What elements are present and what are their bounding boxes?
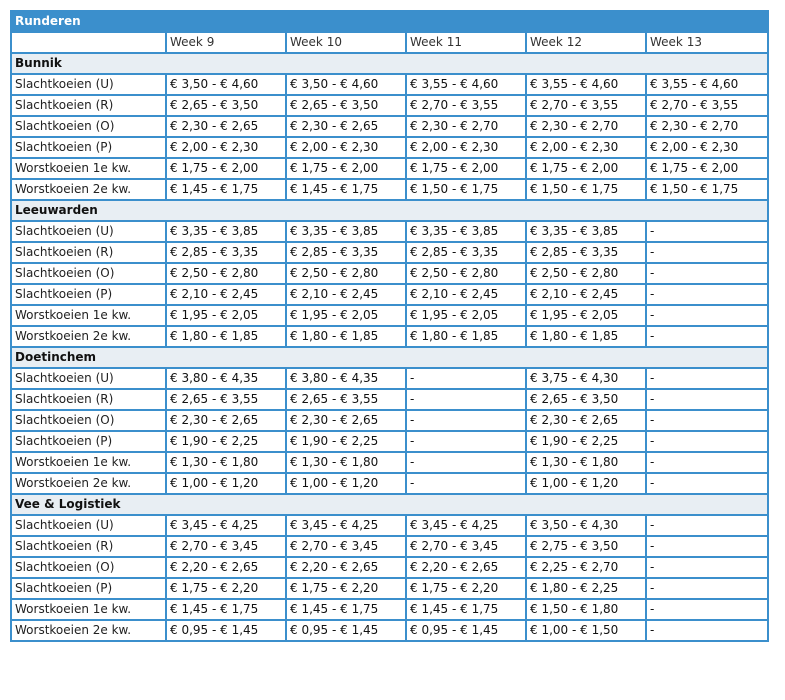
price-cell: € 1,30 - € 1,80 <box>166 452 286 473</box>
price-cell: € 2,70 - € 3,45 <box>166 536 286 557</box>
price-cell: € 2,50 - € 2,80 <box>166 263 286 284</box>
table-row <box>11 242 768 263</box>
price-cell: € 3,50 - € 4,60 <box>166 74 286 95</box>
price-cell: - <box>646 410 768 431</box>
price-cell: - <box>406 368 526 389</box>
price-cell: € 1,90 - € 2,25 <box>526 431 646 452</box>
price-cell: - <box>406 431 526 452</box>
row-label: Slachtkoeien (R) <box>11 242 166 263</box>
price-cell: € 3,75 - € 4,30 <box>526 368 646 389</box>
price-cell: € 2,30 - € 2,65 <box>166 410 286 431</box>
price-cell: - <box>646 452 768 473</box>
price-cell: € 3,35 - € 3,85 <box>166 221 286 242</box>
price-cell: € 1,75 - € 2,00 <box>646 158 768 179</box>
header-empty-cell <box>11 32 166 53</box>
row-label: Slachtkoeien (O) <box>11 116 166 137</box>
price-cell: € 2,65 - € 3,50 <box>166 95 286 116</box>
price-cell: - <box>646 326 768 347</box>
price-cell: € 1,00 - € 1,50 <box>526 620 646 641</box>
price-cell: € 2,70 - € 3,55 <box>406 95 526 116</box>
price-cell: € 3,80 - € 4,35 <box>286 368 406 389</box>
price-cell: € 3,55 - € 4,60 <box>406 74 526 95</box>
price-cell: - <box>646 242 768 263</box>
price-cell: € 1,80 - € 1,85 <box>166 326 286 347</box>
table-row <box>11 389 768 410</box>
price-cell: - <box>646 221 768 242</box>
price-cell: € 2,65 - € 3,55 <box>166 389 286 410</box>
group-heading: Leeuwarden <box>11 200 768 221</box>
price-cell: € 2,70 - € 3,55 <box>526 95 646 116</box>
row-label: Slachtkoeien (U) <box>11 221 166 242</box>
price-cell: € 2,75 - € 3,50 <box>526 536 646 557</box>
header-week-11: Week 11 <box>406 32 526 53</box>
price-cell: - <box>406 452 526 473</box>
price-cell: - <box>646 515 768 536</box>
price-cell: € 1,75 - € 2,20 <box>286 578 406 599</box>
row-label: Slachtkoeien (P) <box>11 284 166 305</box>
price-cell: € 2,00 - € 2,30 <box>406 137 526 158</box>
price-cell: € 1,95 - € 2,05 <box>166 305 286 326</box>
price-cell: € 2,20 - € 2,65 <box>406 557 526 578</box>
price-cell: - <box>646 284 768 305</box>
price-cell: - <box>646 599 768 620</box>
row-label: Worstkoeien 1e kw. <box>11 599 166 620</box>
price-cell: € 2,30 - € 2,65 <box>526 410 646 431</box>
price-cell: € 3,80 - € 4,35 <box>166 368 286 389</box>
table-row <box>11 221 768 242</box>
table-row <box>11 368 768 389</box>
price-cell: € 2,85 - € 3,35 <box>406 242 526 263</box>
table-row <box>11 116 768 137</box>
price-cell: € 2,30 - € 2,65 <box>286 410 406 431</box>
price-cell: € 3,45 - € 4,25 <box>406 515 526 536</box>
price-cell: € 1,75 - € 2,00 <box>526 158 646 179</box>
table-row <box>11 263 768 284</box>
table-row <box>11 599 768 620</box>
price-cell: € 1,45 - € 1,75 <box>406 599 526 620</box>
price-cell: € 1,80 - € 1,85 <box>406 326 526 347</box>
price-cell: € 3,35 - € 3,85 <box>286 221 406 242</box>
table-row <box>11 620 768 641</box>
price-cell: € 2,65 - € 3,55 <box>286 389 406 410</box>
price-cell: € 2,50 - € 2,80 <box>406 263 526 284</box>
price-cell: € 2,25 - € 2,70 <box>526 557 646 578</box>
table-body <box>11 53 768 641</box>
price-cell: - <box>646 305 768 326</box>
price-cell: € 0,95 - € 1,45 <box>166 620 286 641</box>
header-week-9: Week 9 <box>166 32 286 53</box>
price-cell: € 2,30 - € 2,65 <box>166 116 286 137</box>
price-cell: € 1,95 - € 2,05 <box>406 305 526 326</box>
price-cell: € 3,45 - € 4,25 <box>166 515 286 536</box>
price-cell: € 1,80 - € 2,25 <box>526 578 646 599</box>
price-cell: € 3,50 - € 4,60 <box>286 74 406 95</box>
price-cell: € 3,55 - € 4,60 <box>526 74 646 95</box>
price-cell: € 1,75 - € 2,00 <box>166 158 286 179</box>
price-cell: € 2,30 - € 2,70 <box>646 116 768 137</box>
row-label: Slachtkoeien (R) <box>11 95 166 116</box>
table-row <box>11 473 768 494</box>
price-cell: € 3,50 - € 4,30 <box>526 515 646 536</box>
table-row <box>11 158 768 179</box>
group-row <box>11 347 768 368</box>
price-table-container <box>10 10 767 642</box>
row-label: Slachtkoeien (O) <box>11 410 166 431</box>
price-cell: € 2,85 - € 3,35 <box>166 242 286 263</box>
price-cell: € 2,20 - € 2,65 <box>166 557 286 578</box>
price-cell: € 2,70 - € 3,45 <box>406 536 526 557</box>
table-row <box>11 515 768 536</box>
table-row <box>11 137 768 158</box>
price-cell: € 2,50 - € 2,80 <box>526 263 646 284</box>
row-label: Worstkoeien 2e kw. <box>11 620 166 641</box>
title-row <box>11 11 768 32</box>
price-cell: - <box>406 389 526 410</box>
price-cell: € 2,00 - € 2,30 <box>526 137 646 158</box>
price-cell: € 1,45 - € 1,75 <box>286 599 406 620</box>
price-cell: € 0,95 - € 1,45 <box>286 620 406 641</box>
price-cell: - <box>646 473 768 494</box>
table-row <box>11 536 768 557</box>
row-label: Slachtkoeien (R) <box>11 536 166 557</box>
price-cell: € 2,30 - € 2,70 <box>406 116 526 137</box>
row-label: Worstkoeien 2e kw. <box>11 473 166 494</box>
header-week-12: Week 12 <box>526 32 646 53</box>
row-label: Slachtkoeien (O) <box>11 263 166 284</box>
price-cell: € 1,75 - € 2,00 <box>406 158 526 179</box>
header-week-10: Week 10 <box>286 32 406 53</box>
price-cell: € 1,95 - € 2,05 <box>286 305 406 326</box>
price-cell: € 1,50 - € 1,75 <box>406 179 526 200</box>
price-cell: € 1,75 - € 2,20 <box>406 578 526 599</box>
price-cell: € 2,50 - € 2,80 <box>286 263 406 284</box>
table-row <box>11 326 768 347</box>
row-label: Slachtkoeien (U) <box>11 74 166 95</box>
price-cell: € 1,95 - € 2,05 <box>526 305 646 326</box>
row-label: Slachtkoeien (O) <box>11 557 166 578</box>
table-row <box>11 95 768 116</box>
row-label: Slachtkoeien (P) <box>11 137 166 158</box>
price-cell: € 2,10 - € 2,45 <box>526 284 646 305</box>
price-cell: - <box>646 389 768 410</box>
price-cell: € 1,45 - € 1,75 <box>286 179 406 200</box>
price-cell: € 1,30 - € 1,80 <box>286 452 406 473</box>
price-cell: - <box>646 536 768 557</box>
price-cell: € 2,70 - € 3,55 <box>646 95 768 116</box>
price-cell: € 2,30 - € 2,70 <box>526 116 646 137</box>
price-cell: € 1,90 - € 2,25 <box>286 431 406 452</box>
header-week-13: Week 13 <box>646 32 768 53</box>
group-row <box>11 494 768 515</box>
price-cell: € 1,75 - € 2,20 <box>166 578 286 599</box>
price-cell: € 2,10 - € 2,45 <box>406 284 526 305</box>
price-cell: € 3,45 - € 4,25 <box>286 515 406 536</box>
row-label: Worstkoeien 2e kw. <box>11 179 166 200</box>
price-cell: € 1,50 - € 1,75 <box>646 179 768 200</box>
group-row <box>11 53 768 74</box>
price-cell: € 1,00 - € 1,20 <box>286 473 406 494</box>
price-cell: € 2,65 - € 3,50 <box>286 95 406 116</box>
price-table <box>10 10 769 642</box>
price-cell: - <box>646 368 768 389</box>
group-heading: Vee & Logistiek <box>11 494 768 515</box>
price-cell: € 2,00 - € 2,30 <box>286 137 406 158</box>
price-cell: € 2,30 - € 2,65 <box>286 116 406 137</box>
price-cell: - <box>646 263 768 284</box>
price-cell: € 2,10 - € 2,45 <box>166 284 286 305</box>
table-row <box>11 305 768 326</box>
price-cell: € 2,10 - € 2,45 <box>286 284 406 305</box>
price-cell: € 1,75 - € 2,00 <box>286 158 406 179</box>
price-cell: € 1,00 - € 1,20 <box>526 473 646 494</box>
table-row <box>11 431 768 452</box>
table-row <box>11 179 768 200</box>
price-cell: € 1,80 - € 1,85 <box>286 326 406 347</box>
price-cell: € 2,70 - € 3,45 <box>286 536 406 557</box>
price-cell: € 1,90 - € 2,25 <box>166 431 286 452</box>
row-label: Worstkoeien 1e kw. <box>11 452 166 473</box>
price-cell: € 1,50 - € 1,75 <box>526 179 646 200</box>
price-cell: € 1,45 - € 1,75 <box>166 599 286 620</box>
price-cell: - <box>646 620 768 641</box>
price-cell: € 3,35 - € 3,85 <box>526 221 646 242</box>
price-cell: - <box>646 578 768 599</box>
row-label: Slachtkoeien (P) <box>11 578 166 599</box>
price-cell: € 2,00 - € 2,30 <box>646 137 768 158</box>
price-cell: - <box>646 431 768 452</box>
group-heading: Bunnik <box>11 53 768 74</box>
price-cell: € 1,30 - € 1,80 <box>526 452 646 473</box>
price-cell: € 2,00 - € 2,30 <box>166 137 286 158</box>
row-label: Slachtkoeien (P) <box>11 431 166 452</box>
group-row <box>11 200 768 221</box>
price-cell: € 0,95 - € 1,45 <box>406 620 526 641</box>
price-cell: € 1,45 - € 1,75 <box>166 179 286 200</box>
row-label: Worstkoeien 1e kw. <box>11 158 166 179</box>
table-row <box>11 410 768 431</box>
price-cell: - <box>406 473 526 494</box>
price-cell: € 2,85 - € 3,35 <box>526 242 646 263</box>
price-cell: € 2,65 - € 3,50 <box>526 389 646 410</box>
price-cell: € 1,50 - € 1,80 <box>526 599 646 620</box>
price-cell: - <box>406 410 526 431</box>
table-row <box>11 452 768 473</box>
price-cell: € 1,80 - € 1,85 <box>526 326 646 347</box>
price-cell: € 2,20 - € 2,65 <box>286 557 406 578</box>
row-label: Worstkoeien 2e kw. <box>11 326 166 347</box>
price-cell: € 3,55 - € 4,60 <box>646 74 768 95</box>
week-header-row <box>11 32 768 53</box>
table-title: Runderen <box>11 11 768 32</box>
row-label: Slachtkoeien (R) <box>11 389 166 410</box>
row-label: Slachtkoeien (U) <box>11 515 166 536</box>
table-row <box>11 557 768 578</box>
price-cell: € 2,85 - € 3,35 <box>286 242 406 263</box>
price-cell: € 3,35 - € 3,85 <box>406 221 526 242</box>
table-row <box>11 74 768 95</box>
table-row <box>11 284 768 305</box>
price-cell: - <box>646 557 768 578</box>
row-label: Slachtkoeien (U) <box>11 368 166 389</box>
row-label: Worstkoeien 1e kw. <box>11 305 166 326</box>
table-row <box>11 578 768 599</box>
group-heading: Doetinchem <box>11 347 768 368</box>
price-cell: € 1,00 - € 1,20 <box>166 473 286 494</box>
